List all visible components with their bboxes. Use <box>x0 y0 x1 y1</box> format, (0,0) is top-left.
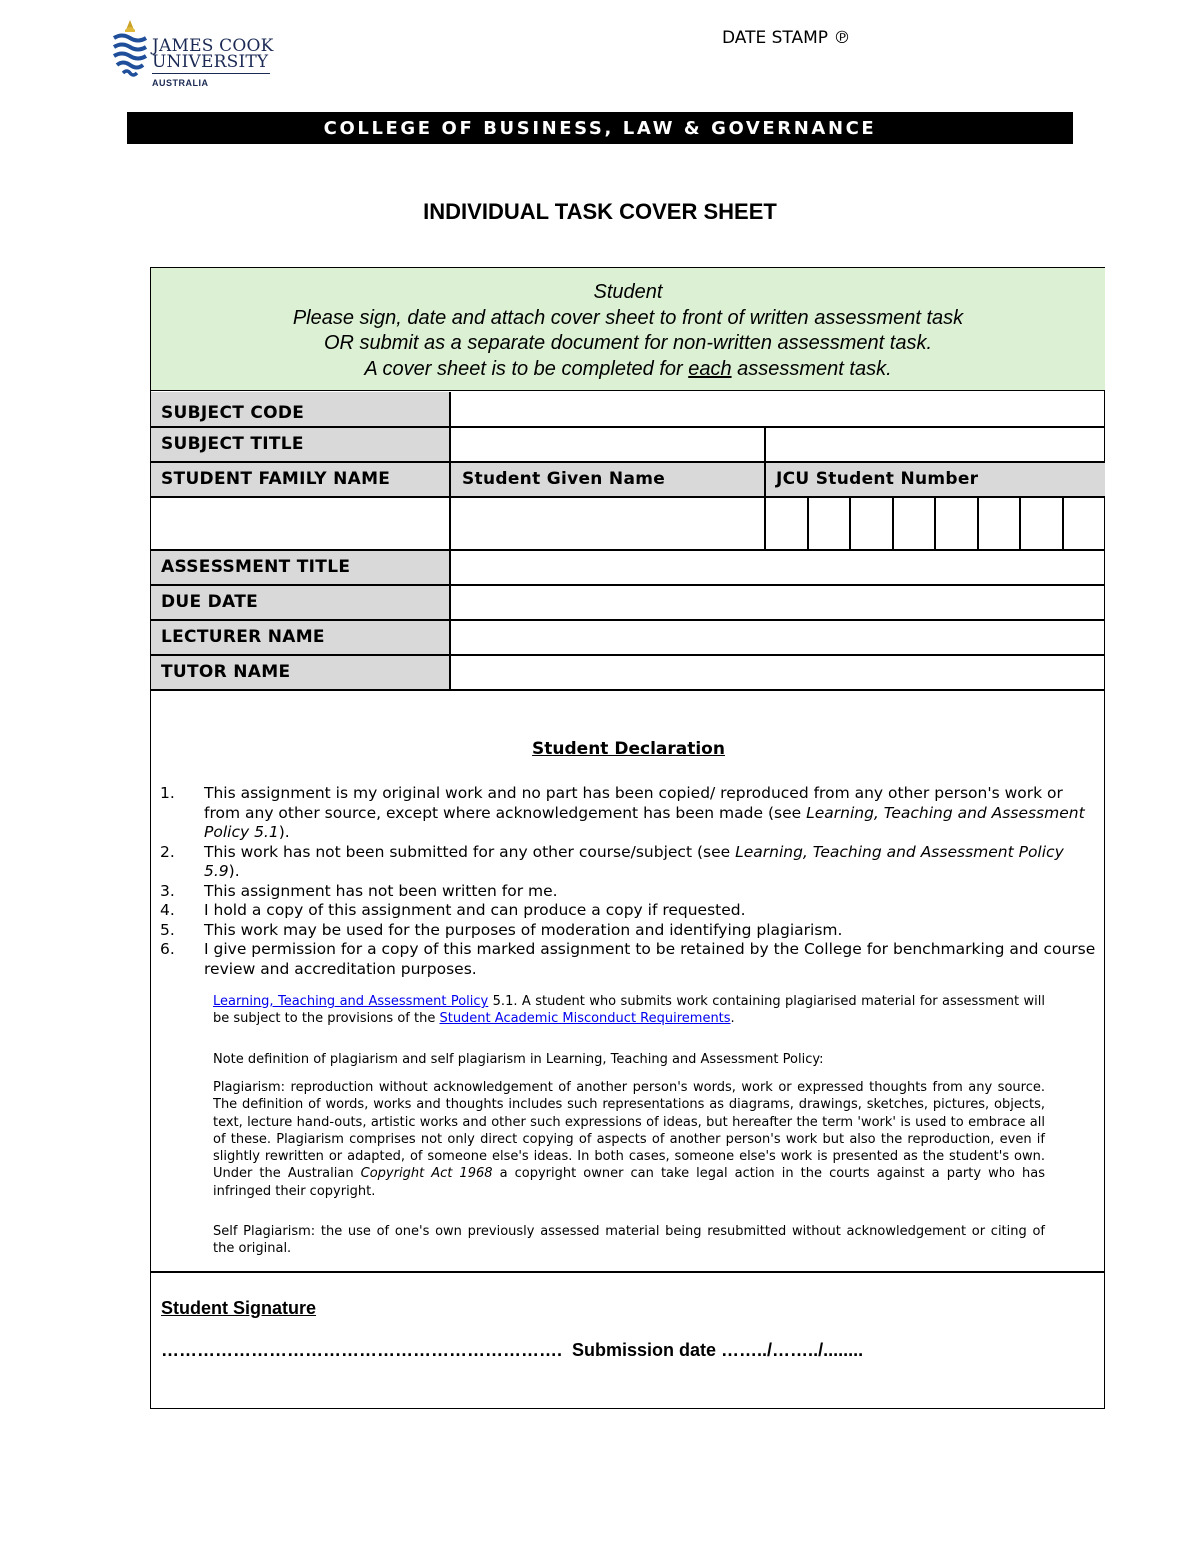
item-text: I hold a copy of this assignment and can produce a copy if requested. <box>204 901 746 919</box>
subject-code-label: SUBJECT CODE <box>161 403 305 423</box>
misconduct-link[interactable]: Student Academic Misconduct Requirements <box>439 1011 731 1027</box>
jcu-logo <box>112 18 282 90</box>
item-number: 2. <box>160 842 175 861</box>
instructions-line4-emphasis: each <box>688 357 732 380</box>
logo-name-line1: JAMES COOK <box>152 36 274 56</box>
item-text: This assignment has not been written for me. <box>204 881 558 900</box>
policy-paragraph <box>213 993 1045 1028</box>
row-divider <box>151 426 1105 428</box>
student-number-label: JCU Student Number <box>776 469 979 489</box>
instructions-line4-post: assessment task. <box>731 357 892 380</box>
plagiarism-definition <box>213 1079 1045 1200</box>
row-divider <box>151 689 1105 691</box>
logo-university-name <box>152 38 274 70</box>
jcu-wave-emblem-icon <box>112 18 148 80</box>
digit-box-divider <box>892 497 894 550</box>
item-number: 4. <box>160 901 175 919</box>
row-divider <box>151 461 1105 463</box>
digit-box-divider <box>807 497 809 550</box>
logo-country: AUSTRALIA <box>152 78 209 88</box>
instructions-line1: Student <box>593 281 663 303</box>
item-text: I give permission for a copy of this marked assignment to be retained by the College for benchmarking and course review and accreditation purposes. <box>204 940 1096 978</box>
row-divider <box>151 654 1105 656</box>
policy-text: 5.1. A student who submits work containing plagiarised material for assessment will be subject to the provisions of the <box>213 994 1045 1027</box>
instructions-line2: Please sign, date and attach cover sheet to front of written assessment task <box>292 306 964 329</box>
item-number: 3. <box>160 881 175 900</box>
college-banner: COLLEGE OF BUSINESS, LAW & GOVERNANCE <box>127 112 1073 144</box>
policy-end: . <box>730 1011 735 1027</box>
declaration-list <box>160 784 1100 979</box>
declaration-title: Student Declaration <box>532 739 725 759</box>
family-name-label: STUDENT FAMILY NAME <box>161 469 391 489</box>
plagiarism-text-end: a copyright owner can take legal action in the courts against a party who has infringed their copyright. <box>213 1166 1045 1199</box>
tutor-name-label: TUTOR NAME <box>161 662 291 682</box>
row-divider <box>151 1271 1105 1273</box>
declaration-item <box>160 843 1100 882</box>
row-divider <box>151 584 1105 586</box>
plagiarism-note: Note definition of plagiarism and self plagiarism in Learning, Teaching and Assessment Policy: <box>213 1052 824 1067</box>
self-plagiarism-definition: Self Plagiarism: the use of one's own previously assessed material being resubmitted without acknowledgement or citing of the original. <box>213 1224 1045 1257</box>
instructions-panel <box>151 268 1105 391</box>
item-number: 1. <box>160 784 175 802</box>
column-divider <box>449 392 451 690</box>
instructions-line4 <box>151 357 1105 383</box>
given-name-label: Student Given Name <box>462 469 666 489</box>
instructions-line4-pre: A cover sheet is to be completed for <box>364 357 689 380</box>
date-stamp-label: DATE STAMP ℗ <box>722 28 851 48</box>
page-title: INDIVIDUAL TASK COVER SHEET <box>423 199 777 224</box>
signature-dots: …………………………………………………………. <box>161 1340 563 1360</box>
item-policy-ref: Learning, Teaching and Assessment Policy 5.9 <box>204 842 1064 880</box>
policy-link[interactable]: Learning, Teaching and Assessment Policy <box>213 994 489 1009</box>
assessment-title-label: ASSESSMENT TITLE <box>161 557 351 577</box>
declaration-item <box>160 901 1100 921</box>
item-text-end: ). <box>228 862 240 880</box>
item-text-end: ). <box>278 823 290 841</box>
digit-box-divider <box>934 497 936 550</box>
due-date-label: DUE DATE <box>161 592 259 612</box>
declaration-item <box>160 784 1100 843</box>
item-policy-ref: Learning, Teaching and Assessment Policy 5.1 <box>204 803 1085 841</box>
subject-title-label: SUBJECT TITLE <box>161 434 304 454</box>
item-text: This work has not been submitted for any other course/subject (see <box>204 842 736 861</box>
submission-date-label: Submission date ……../……../........ <box>572 1340 864 1360</box>
row-divider <box>151 619 1105 621</box>
item-text: This work may be used for the purposes of moderation and identifying plagiarism. <box>204 920 843 939</box>
item-number: 5. <box>160 920 175 939</box>
instructions-line3: OR submit as a separate document for non-written assessment task. <box>323 332 933 354</box>
digit-box-divider <box>1019 497 1021 550</box>
signature-line <box>161 1340 863 1361</box>
lecturer-name-label: LECTURER NAME <box>161 627 325 647</box>
column-divider <box>764 427 766 550</box>
logo-rule <box>152 73 270 74</box>
student-signature-label: Student Signature <box>161 1298 317 1318</box>
digit-box-divider <box>1062 497 1064 550</box>
row-divider <box>151 496 1105 498</box>
declaration-item <box>160 882 1100 902</box>
plagiarism-text: Plagiarism: reproduction without acknowledgement of another person's words, work or expressed thoughts from any source. The definition of words, works and thoughts includes such representations as diagrams, drawings, sketches, pictures, objects, text, lecture hand-outs, artistic works and other such expressions of ideas, but hereafter the term 'work' is used to embrace all of these. Plagiarism comprises not only direct copying of aspects of another person's work but also the reproduction, even if slightly rewritten or adapted, of someone else's ideas. In both cases, someone else's work is presented as the student's own. Under the Australian <box>213 1080 1045 1182</box>
item-number: 6. <box>160 940 175 958</box>
copyright-act-ref: Copyright Act 1968 <box>360 1166 493 1182</box>
digit-box-divider <box>849 497 851 550</box>
logo-name-line2: UNIVERSITY <box>152 52 269 72</box>
digit-box-divider <box>977 497 979 550</box>
item-text: This assignment is my original work and no part has been copied/ reproduced from any other person's work or from any other source, except where acknowledgement has been made (see <box>204 784 1063 822</box>
declaration-item <box>160 940 1100 979</box>
row-divider <box>151 549 1105 551</box>
declaration-item <box>160 921 1100 941</box>
